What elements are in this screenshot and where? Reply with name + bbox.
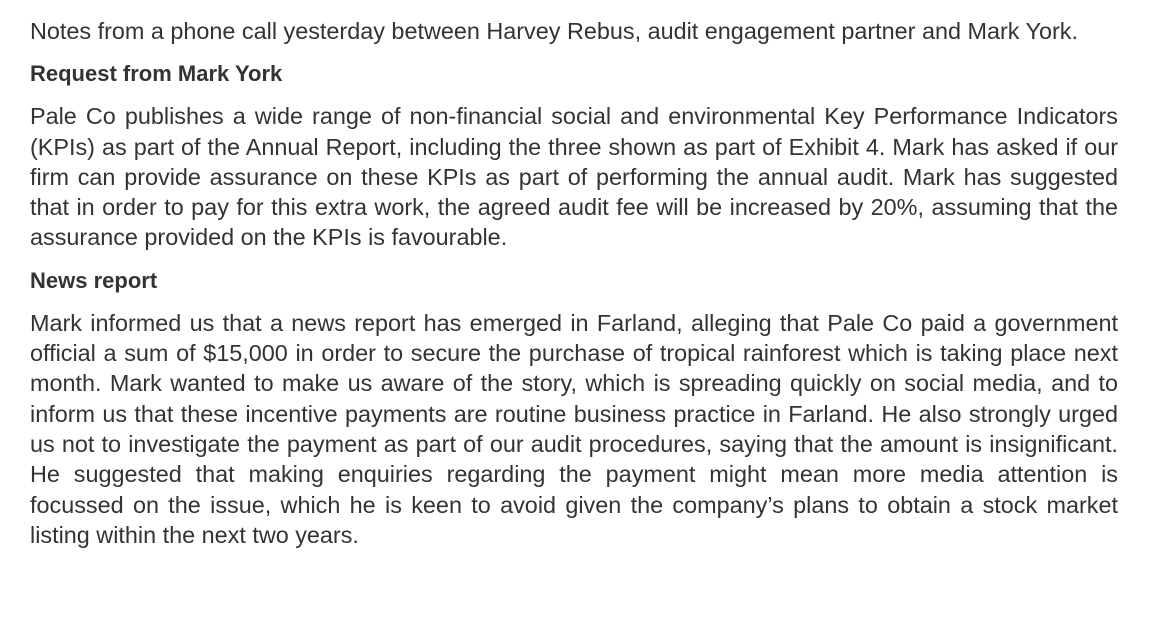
section-paragraph-news: Mark informed us that a news report has emerged in Farland, alleging that Pale Co paid a government official a sum of $15,000 in order to secure the purchase of tropical rainforest which is taking place next month. Mark wanted to make us aware of the story, which is spreading quickly on social media, and to inform us that these incentive payments are routine business practice in Farland. He also strongly urged us not to investigate the payment as part of our audit procedures, saying that the amount is insignificant. He suggested that making enquiries regarding the payment might mean more media attention is focussed on the issue, which he is keen to avoid given the company’s plans to obtain a stock market listing within the next two years. xyxy=(30,309,1118,548)
document-body xyxy=(30,16,1118,550)
intro-paragraph: Notes from a phone call yesterday between Harvey Rebus, audit engagement partner and Mark York. xyxy=(30,18,1078,44)
section-heading-request: Request from Mark York xyxy=(30,61,283,87)
section-paragraph-request: Pale Co publishes a wide range of non-financial social and environmental Key Performance Indicators (KPIs) as part of the Annual Report, including the three shown as part of Exhibit 4. Mark has asked if our firm can provide assurance on these KPIs as part of performing the annual audit. Mark has suggested that in order to pay for this extra work, the agreed audit fee will be increased by 20%, assuming that the assurance provided on the KPIs is favourable. xyxy=(30,103,1118,251)
section-heading-news: News report xyxy=(30,267,158,293)
